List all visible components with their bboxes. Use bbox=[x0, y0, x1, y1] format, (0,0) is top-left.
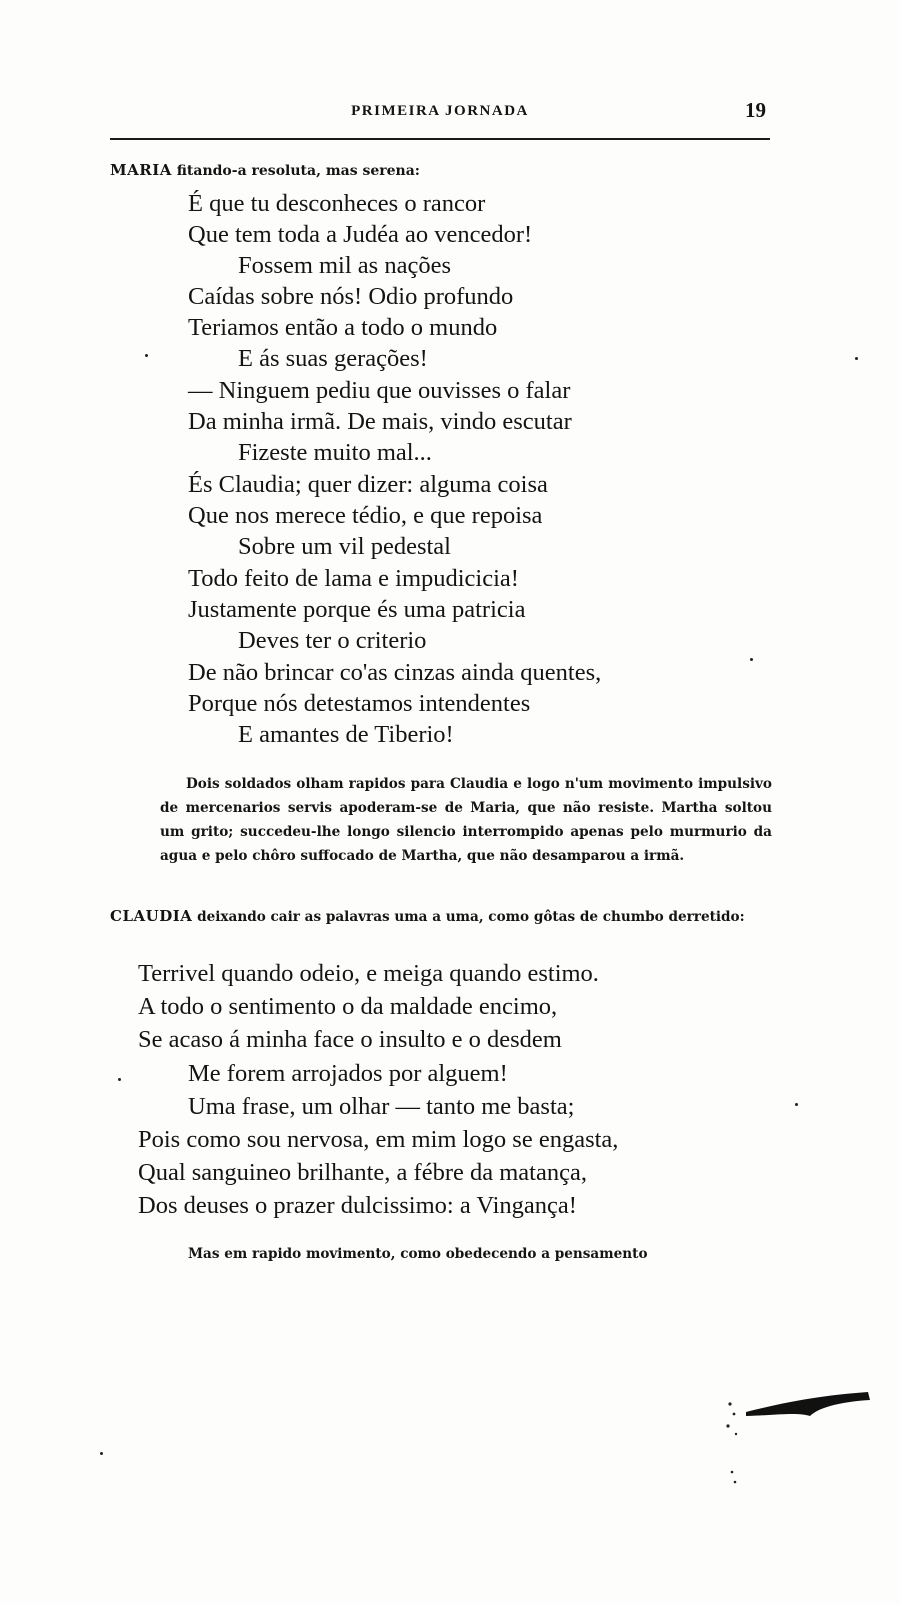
scan-speck bbox=[118, 1078, 121, 1081]
verse-line: És Claudia; quer dizer: alguma coisa bbox=[188, 471, 548, 498]
verse-line: Teriamos então a todo o mundo bbox=[188, 314, 498, 341]
stage-direction-continued: Mas em rapido movimento, como obedecendo a pensamento bbox=[188, 1246, 648, 1262]
scan-speck bbox=[855, 357, 858, 360]
verse-line: Qual sanguineo brilhante, a fébre da matança, bbox=[138, 1159, 587, 1186]
speaker-name-maria: MARIA bbox=[110, 161, 172, 179]
verse-line: É que tu desconheces o rancor bbox=[188, 190, 486, 217]
scan-speck bbox=[750, 658, 753, 661]
verse-line: Caídas sobre nós! Odio profundo bbox=[188, 283, 514, 310]
verse-line: Porque nós detestamos intendentes bbox=[188, 690, 531, 717]
verse-line: Justamente porque és uma patricia bbox=[188, 596, 526, 623]
verse-line: Da minha irmã. De mais, vindo escutar bbox=[188, 408, 572, 435]
verse-line: Sobre um vil pedestal bbox=[238, 533, 451, 560]
verse-line: Dos deuses o prazer dulcissimo: a Vingança! bbox=[138, 1192, 577, 1219]
verse-line: Terrivel quando odeio, e meiga quando estimo. bbox=[138, 960, 599, 987]
claudia-speaker-line bbox=[110, 905, 772, 929]
verse-line: Fossem mil as nações bbox=[238, 252, 451, 279]
verse-line: Me forem arrojados por alguem! bbox=[188, 1060, 508, 1087]
maria-speaker-line bbox=[110, 161, 420, 179]
page-header bbox=[110, 98, 770, 140]
scan-speck bbox=[100, 1452, 103, 1455]
verse-line: Pois como sou nervosa, em mim logo se engasta, bbox=[138, 1126, 619, 1153]
scan-speck bbox=[145, 354, 148, 357]
verse-line: A todo o sentimento o da maldade encimo, bbox=[138, 993, 558, 1020]
running-title: PRIMEIRA JORNADA bbox=[351, 103, 529, 119]
speaker-direction-maria: fitando-a resoluta, mas serena: bbox=[176, 163, 420, 179]
verse-line: Todo feito de lama e impudicicia! bbox=[188, 565, 519, 592]
scan-speck bbox=[795, 1103, 798, 1106]
verse-line: Que nos merece tédio, e que repoisa bbox=[188, 502, 543, 529]
verse-line: De não brincar co'as cinzas ainda quentes, bbox=[188, 659, 602, 686]
stage-direction: Dois soldados olham rapidos para Claudia e logo n'um movimento impulsivo de mercenarios servis apoderam-se de Maria, que não resiste. Martha soltou um grito; succedeu-lhe longo silencio interrompido apenas pelo murmurio da agua e pelo chôro suffocado de Martha, que não desamparou a irmã. bbox=[160, 776, 772, 864]
verse-line: E amantes de Tiberio! bbox=[238, 721, 454, 748]
verse-line: — Ninguem pediu que ouvisses o falar bbox=[188, 377, 571, 404]
verse-line: Se acaso á minha face o insulto e o desdem bbox=[138, 1026, 562, 1053]
verse-line: Que tem toda a Judéa ao vencedor! bbox=[188, 221, 533, 248]
verse-line: Fizeste muito mal... bbox=[238, 439, 432, 466]
verse-line: Uma frase, um olhar — tanto me basta; bbox=[188, 1093, 575, 1120]
page-number: 19 bbox=[745, 98, 766, 122]
ink-smudge bbox=[718, 1382, 878, 1492]
verse-line: Deves ter o criterio bbox=[238, 627, 427, 654]
verse-line: E ás suas gerações! bbox=[238, 345, 428, 372]
speaker-direction-claudia: deixando cair as palavras uma a uma, como gôtas de chumbo derretido: bbox=[197, 909, 745, 925]
speaker-name-claudia: CLAUDIA bbox=[110, 907, 193, 925]
